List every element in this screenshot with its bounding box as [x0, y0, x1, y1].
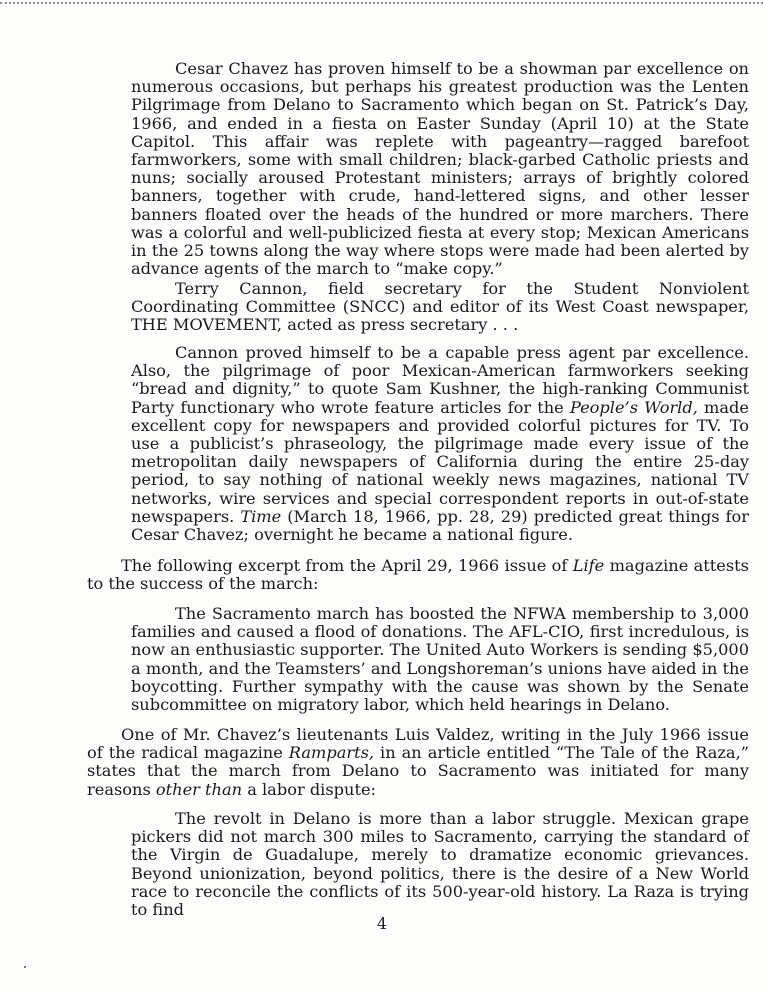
publication-title: Ramparts, [288, 743, 375, 763]
paragraph-text: Terry Cannon, field secretary for the Student Nonviolent Coordinating Committee (SNCC) and editor of its West Coast newspaper, THE MOVEMENT, acted as press secretary . . . [131, 279, 749, 335]
paragraph-text: The Sacramento march has boosted the NFWA membership to 3,000 families and caused a flood of donations. The AFL-CIO, first incredulous, is now an enthusiastic supporter. The United Auto Workers is sending $5,000 a month, and the Teamsters’ and Longshoreman’s unions have aided in the boycotting. Further sympathy with the cause was shown by the Senate subcommittee on migratory labor, which held hearings in Delano. [131, 604, 749, 715]
quote-life-excerpt [131, 605, 749, 714]
publication-title: Time [240, 506, 282, 526]
paragraph-valdez [87, 726, 749, 799]
paragraph-text: in an article entitled “The Tale of the Raza,” states that the march from Delano to Sacramento was initiated for many reasons [87, 743, 749, 799]
paragraph-pilgrimage [131, 60, 749, 278]
quote-ramparts-excerpt [131, 810, 749, 919]
paragraph-text: magazine attests to the success of the march: [87, 556, 749, 594]
publication-title: Life [572, 556, 605, 575]
paragraph-text: a labor dispute: [242, 779, 376, 799]
emphasis-text: other than [155, 779, 243, 799]
paragraph-text: The following excerpt from the April 29, 1966 issue of [121, 556, 573, 575]
paragraph-cannon-press-agent [131, 344, 749, 544]
paragraph-life-intro [87, 557, 749, 593]
paragraph-text: The revolt in Delano is more than a labor struggle. Mexican grape pickers did not march 300 miles to Sacramento, carrying the standard of the Virgin de Guadalupe, merely to dramatize economic grievances. Beyond unionization, beyond politics, there is the desire of a New World race to reconcile the conflicts of its 500-year-old history. La Raza is trying to find [131, 809, 749, 920]
paragraph-text: Cannon proved himself to be a capable press agent par excellence. Also, the pilgrimage of poor Mexican-American farmworkers seeking “bread and dignity,” to quote Sam Kushner, the high-ranking Communist Party functionary who wrote feature articles for the [131, 343, 749, 417]
paragraph-text: Cesar Chavez has proven himself to be a showman par excellence on numerous occasions, but perhaps his greatest production was the Lenten Pilgrimage from Delano to Sacramento which began on St. Patrick’s Day, 1966, and ended in a fiesta on Easter Sunday (April 10) at the State Capitol. This affair was replete with pageantry—ragged barefoot farmworkers, some with small children; black-garbed Catholic priests and nuns; socially aroused Protestant ministers; arrays of brightly colored banners, together with crude, hand-lettered signs, and other lesser banners floated over the heads of the hundred or more marchers. There was a colorful and well-publicized fiesta at every stop; Mexican Americans in the 25 towns along the way where stops were made had been alerted by advance agents of the march to “make copy.” [131, 59, 749, 279]
paragraph-text: made excellent copy for newspapers and provided colorful pictures for TV. To use a publicist’s phraseology, the pilgrimage made every issue of the metropolitan daily newspapers of California during the entire 25-day period, to say nothing of national weekly news magazines, national TV networks, wire services and special correspondent reports in out-of-state newspapers. [131, 397, 749, 526]
scan-speck [24, 966, 26, 968]
page-number: 4 [376, 914, 388, 933]
paragraph-text: (March 18, 1966, pp. 28, 29) predicted great things for Cesar Chavez; overnight he became a national figure. [131, 506, 749, 545]
publication-title: People’s World, [569, 397, 698, 417]
paragraph-text: One of Mr. Chavez’s lieutenants Luis Valdez, writing in the July 1966 issue of the radical magazine [87, 725, 749, 763]
paragraph-terry-cannon [131, 280, 749, 335]
